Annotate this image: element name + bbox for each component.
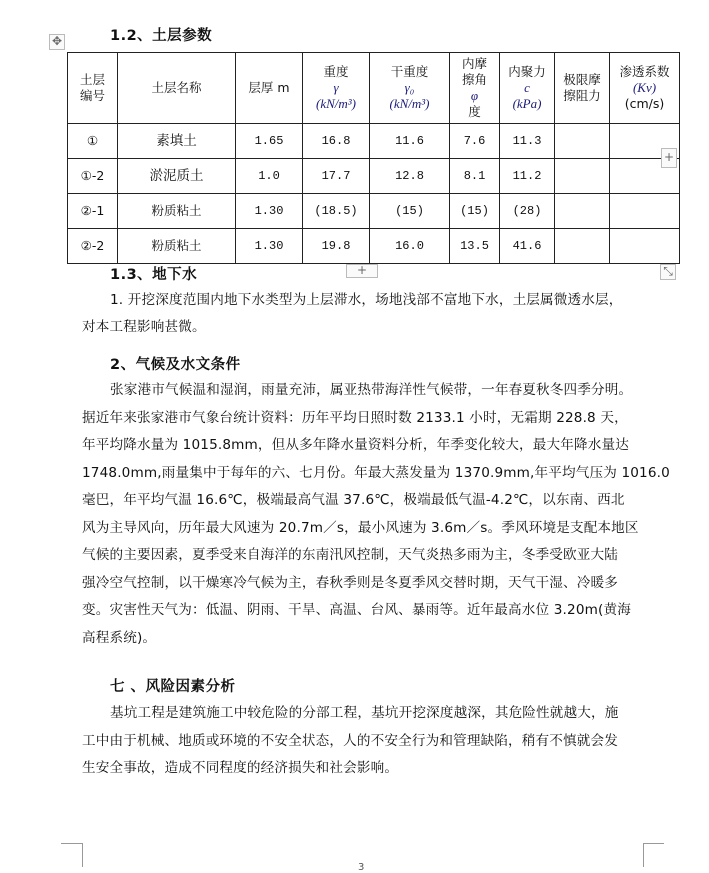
header-dry-weight: 干重度 γ₀ (kN/m³): [370, 53, 450, 124]
header-unit-weight: 重度 γ (kN/m³): [303, 53, 370, 124]
table-row: [68, 229, 680, 264]
cell-permeability: [610, 194, 680, 229]
add-column-plus-icon[interactable]: +: [661, 148, 677, 168]
cell-unit-weight: 19.8: [303, 229, 370, 264]
table-row: [68, 194, 680, 229]
cell-name: 淤泥质土: [118, 159, 236, 194]
cell-layer-no: ②-2: [68, 229, 118, 264]
cell-cohesion: 11.3: [500, 124, 555, 159]
header-thickness: 层厚 m: [236, 53, 303, 124]
header-name: 土层名称: [118, 53, 236, 124]
table-row: [68, 159, 680, 194]
cell-thickness: 1.0: [236, 159, 303, 194]
cell-layer-no: ②-1: [68, 194, 118, 229]
soil-parameters-table: [67, 52, 680, 264]
groundwater-line-2: 对本工程影响甚微。: [82, 319, 206, 335]
cell-dry-weight: 11.6: [370, 124, 450, 159]
cell-name: 素填土: [118, 124, 236, 159]
cell-ultimate: [555, 229, 610, 264]
table-resize-icon[interactable]: ⤡: [660, 264, 676, 280]
header-friction-angle: 内摩 擦角 φ 度: [450, 53, 500, 124]
cell-name: 粉质粘土: [118, 229, 236, 264]
header-permeability: 渗透系数 (Kv) (cm/s): [610, 53, 680, 124]
page-corner-mark-left-h: [61, 843, 82, 844]
climate-line-10: 高程系统)。: [82, 630, 157, 646]
cell-name: 粉质粘土: [118, 194, 236, 229]
climate-line-9: 变。灾害性天气为：低温、阴雨、干旱、高温、台风、暴雨等。近年最高水位 3.20m(黄海: [82, 602, 631, 618]
climate-heading: 2、气候及水文条件: [110, 357, 241, 373]
cell-friction: 8.1: [450, 159, 500, 194]
table-row: [68, 124, 680, 159]
cell-ultimate: [555, 159, 610, 194]
header-layer-no: 土层 编号: [68, 53, 118, 124]
climate-line-3: 年平均降水量为 1015.8mm，但从多年降水量资料分析，年季变化较大，最大年降水量达: [82, 437, 630, 453]
cell-thickness: 1.30: [236, 194, 303, 229]
add-row-plus-icon[interactable]: +: [346, 264, 378, 278]
soil-params-heading: 1.2、土层参数: [110, 28, 213, 44]
page-corner-mark-right-v: [643, 843, 644, 867]
cell-thickness: 1.30: [236, 229, 303, 264]
cell-dry-weight: 12.8: [370, 159, 450, 194]
cell-cohesion: 41.6: [500, 229, 555, 264]
cell-unit-weight: 17.7: [303, 159, 370, 194]
table-move-handle-icon[interactable]: ✥: [49, 34, 65, 50]
cell-friction: 13.5: [450, 229, 500, 264]
cell-dry-weight: 16.0: [370, 229, 450, 264]
cell-unit-weight: (18.5): [303, 194, 370, 229]
risk-line-2: 工中由于机械、地质或环境的不安全状态，人的不安全行为和管理缺陷，稍有不慎就会发: [82, 733, 619, 749]
page-number: 3: [358, 862, 365, 873]
cell-thickness: 1.65: [236, 124, 303, 159]
risk-line-3: 生安全事故，造成不同程度的经济损失和社会影响。: [82, 760, 399, 776]
cell-layer-no: ①-2: [68, 159, 118, 194]
cell-friction: (15): [450, 194, 500, 229]
climate-line-2: 据近年来张家港市气象台统计资料：历年平均日照时数 2133.1 小时，无霜期 228.8 天，: [82, 410, 628, 426]
table-header-row: [68, 53, 680, 124]
cell-permeability: [610, 229, 680, 264]
cell-ultimate: [555, 124, 610, 159]
cell-cohesion: 11.2: [500, 159, 555, 194]
page-corner-mark-right-h: [643, 843, 664, 844]
risk-line-1: 基坑工程是建筑施工中较危险的分部工程，基坑开挖深度越深，其危险性就越大，施: [110, 705, 619, 721]
cell-cohesion: (28): [500, 194, 555, 229]
climate-line-8: 强冷空气控制，以干燥寒冷气候为主，春秋季则是冬夏季风交替时期，天气干湿、冷暖多: [82, 575, 619, 591]
climate-line-4: 1748.0mm,雨量集中于每年的六、七月份。年最大蒸发量为 1370.9mm,年平均气压为 1016.0: [82, 465, 670, 481]
groundwater-heading: 1.3、地下水: [110, 267, 198, 283]
climate-line-5: 毫巴，年平均气温 16.6℃，极端最高气温 37.6℃，极端最低气温-4.2℃，以东南、西北: [82, 492, 625, 508]
climate-line-1: 张家港市气候温和湿润，雨量充沛，属亚热带海洋性气候带，一年春夏秋冬四季分明。: [110, 382, 633, 398]
page-corner-mark-left-v: [82, 843, 83, 867]
cell-unit-weight: 16.8: [303, 124, 370, 159]
cell-dry-weight: (15): [370, 194, 450, 229]
header-cohesion: 内聚力 c (kPa): [500, 53, 555, 124]
header-ultimate-friction: 极限摩 擦阻力: [555, 53, 610, 124]
risk-heading: 七 、风险因素分析: [110, 679, 236, 695]
groundwater-line-1: 1. 开挖深度范围内地下水类型为上层滞水，场地浅部不富地下水，土层属微透水层，: [110, 292, 623, 308]
climate-line-7: 气候的主要因素，夏季受来自海洋的东南汛风控制，天气炎热多雨为主，冬季受欧亚大陆: [82, 547, 619, 563]
cell-friction: 7.6: [450, 124, 500, 159]
cell-ultimate: [555, 194, 610, 229]
cell-layer-no: ①: [68, 124, 118, 159]
climate-line-6: 风为主导风向，历年最大风速为 20.7m／s，最小风速为 3.6m／s。季风环境是支配本地区: [82, 520, 639, 536]
